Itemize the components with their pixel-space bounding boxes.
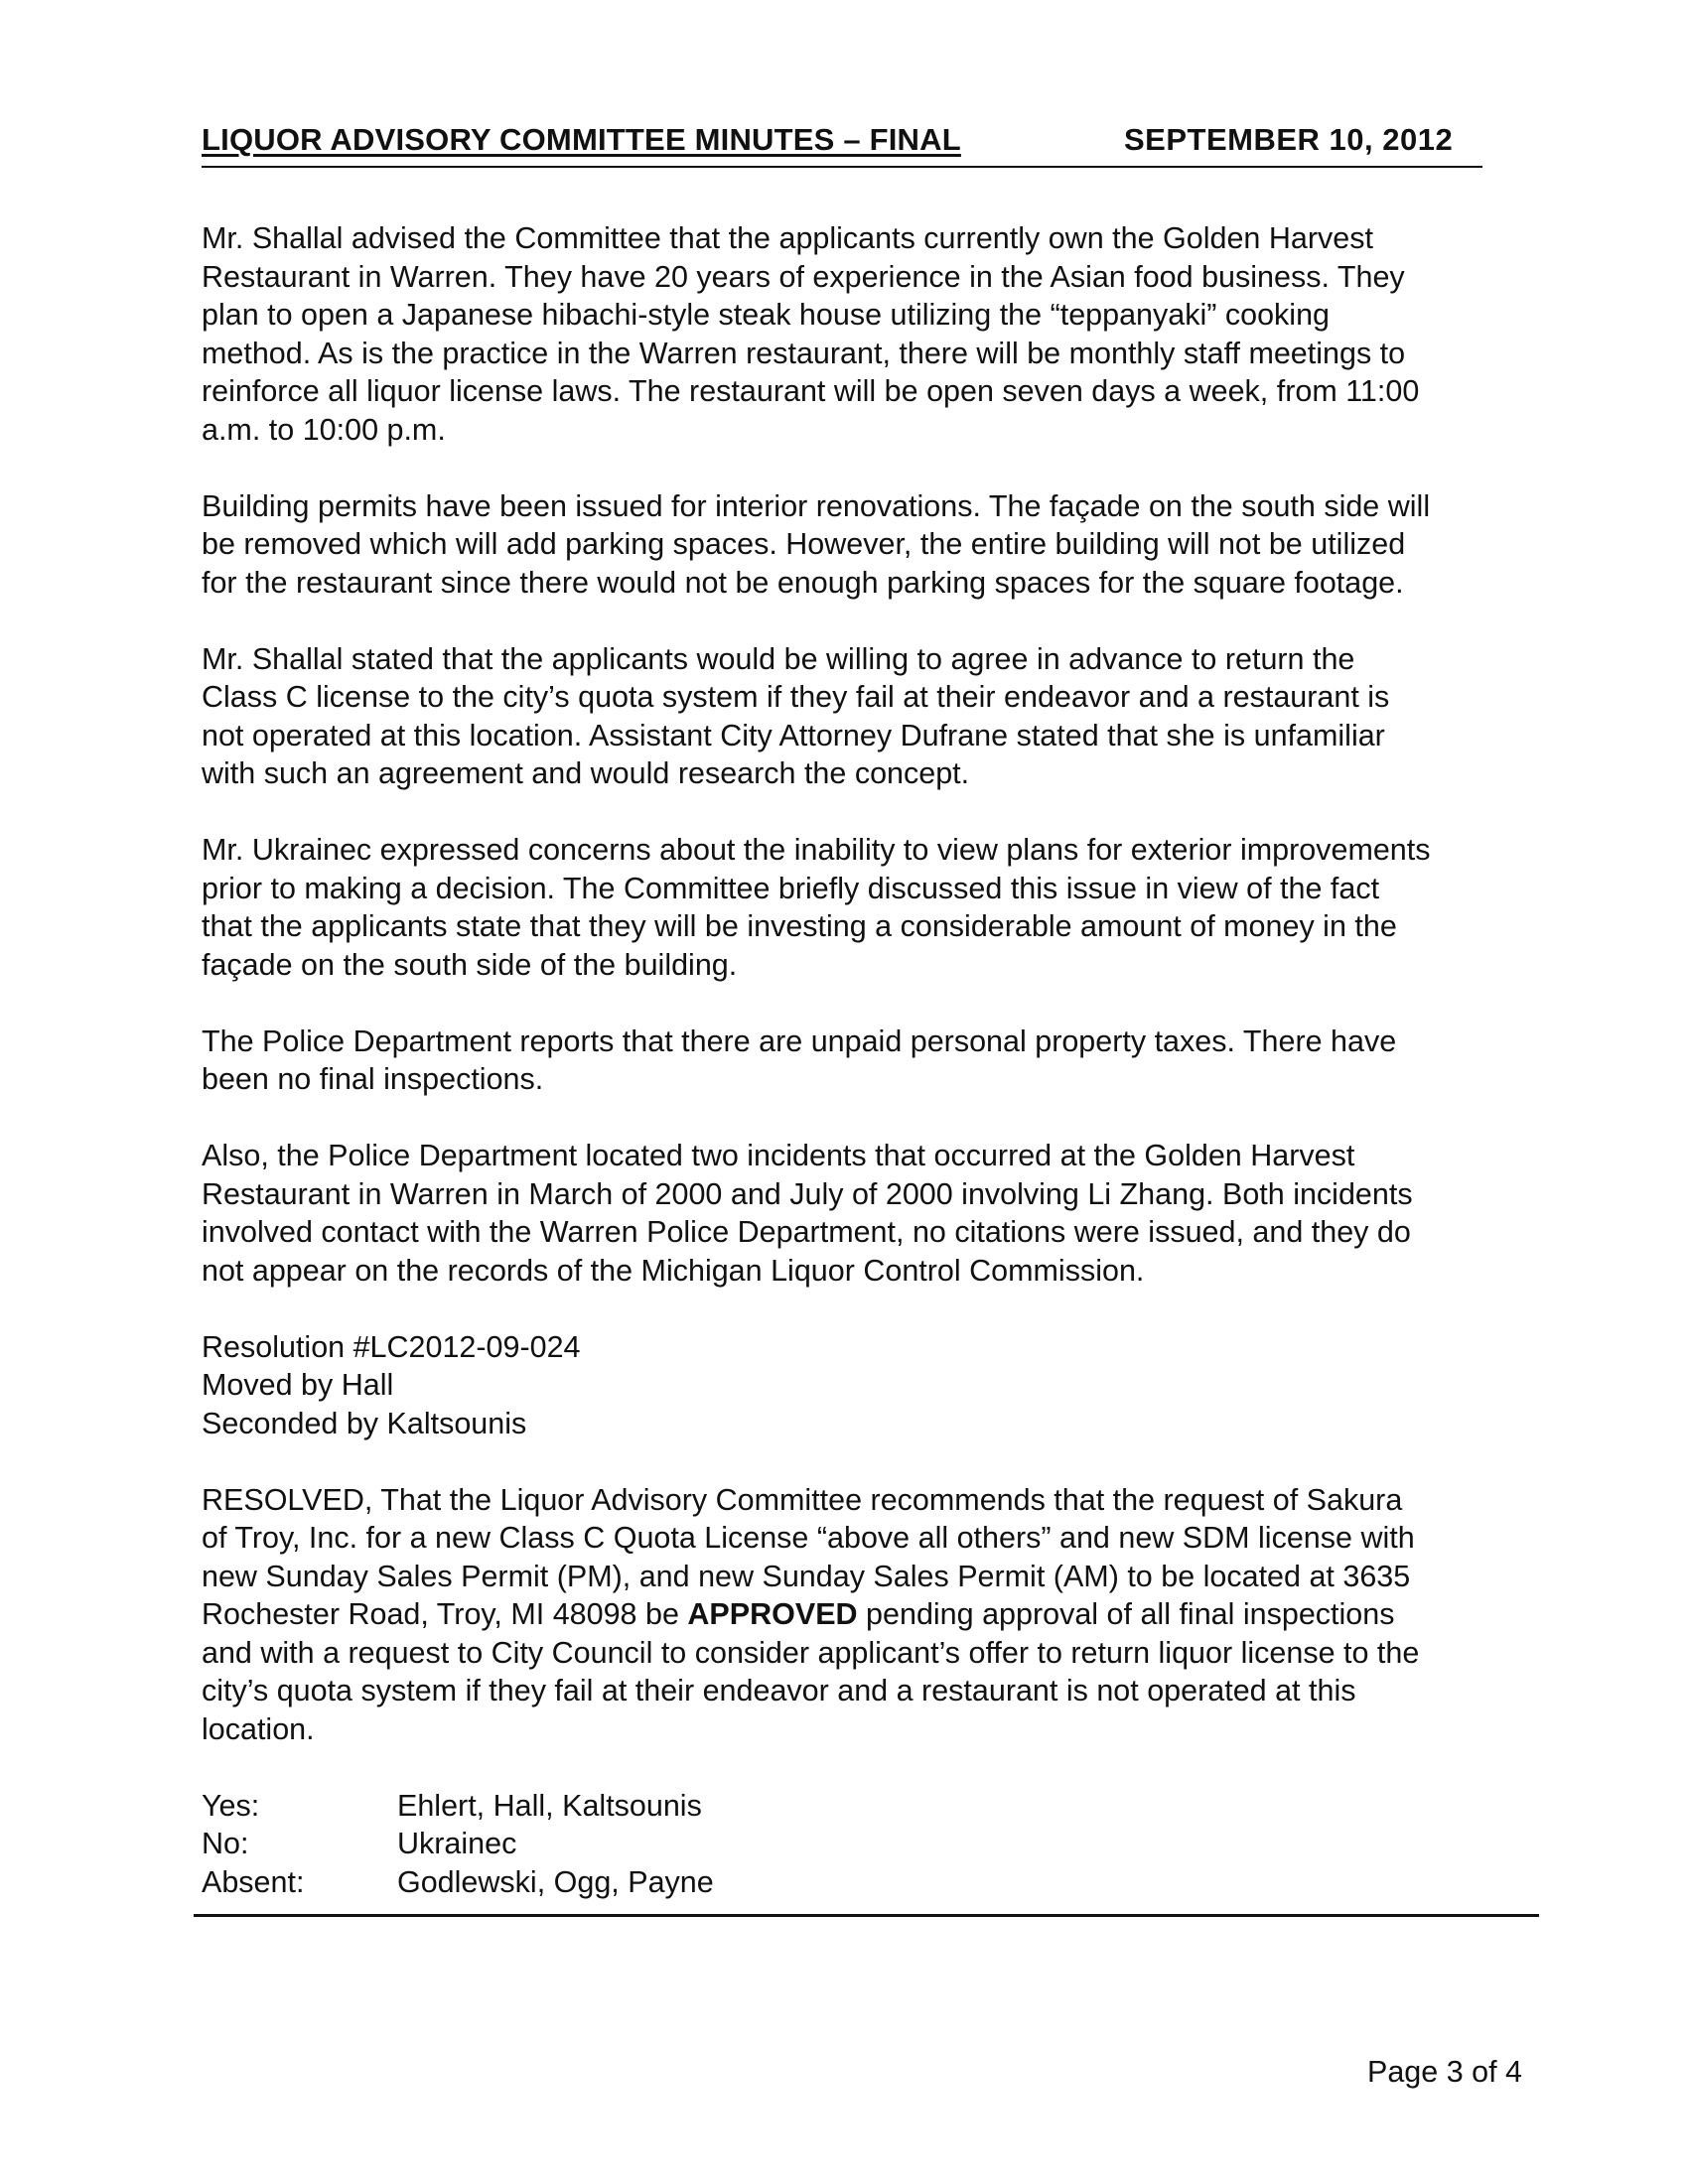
text-line: RESOLVED, That the Liquor Advisory Committee recommends that the request of Sakura <box>202 1482 1403 1517</box>
paragraph-building-permits <box>202 487 1532 603</box>
page-number: Page 3 of 4 <box>1367 2055 1523 2089</box>
text-line: city’s quota system if they fail at their endeavor and a restaurant is not operated at this <box>202 1674 1356 1707</box>
vote-row-absent <box>202 1863 1532 1902</box>
vote-names: Ehlert, Hall, Kaltsounis <box>397 1788 702 1823</box>
text-line: Mr. Ukrainec expressed concerns about the inability to view plans for exterior improvements <box>202 833 1431 867</box>
text-line: prior to making a decision. The Committee briefly discussed this issue in view of the fact <box>202 871 1380 905</box>
vote-label: No: <box>202 1827 249 1860</box>
vote-names: Ukrainec <box>397 1827 517 1860</box>
text-line: of Troy, Inc. for a new Class C Quota License “above all others” and new SDM license with <box>202 1521 1415 1555</box>
text-line: reinforce all liquor license laws. The restaurant will be open seven days a week, from 11:00 <box>202 374 1420 408</box>
vote-names: Godlewski, Ogg, Payne <box>397 1864 714 1899</box>
text-line: not appear on the records of the Michigan Liquor Control Commission. <box>202 1253 1145 1288</box>
document-title: LIQUOR ADVISORY COMMITTEE MINUTES – FINAL <box>202 122 961 157</box>
vote-row-no <box>202 1825 1532 1863</box>
text-line: Restaurant in Warren. They have 20 years of experience in the Asian food business. They <box>202 259 1405 294</box>
text-line: been no final inspections. <box>202 1062 544 1096</box>
section-divider <box>194 1914 1539 1917</box>
text-line: Class C license to the city’s quota system if they fail at their endeavor and a restaurant is <box>202 680 1390 714</box>
text-fragment: Rochester Road, Troy, MI 48098 be <box>202 1597 688 1631</box>
text-fragment: pending approval of all final inspections <box>857 1597 1395 1631</box>
meeting-date: SEPTEMBER 10, 2012 <box>1124 122 1454 157</box>
resolution-seconded-by: Seconded by Kaltsounis <box>202 1406 527 1440</box>
page-header <box>202 122 1482 168</box>
paragraph-police-incidents <box>202 1137 1532 1290</box>
text-line: plan to open a Japanese hibachi-style steak house utilizing the “teppanyaki” cooking <box>202 298 1331 332</box>
vote-row-yes <box>202 1787 1532 1826</box>
paragraph-police-report <box>202 1023 1532 1099</box>
paragraph-restaurant-plans <box>202 219 1532 449</box>
vote-label: Absent: <box>202 1864 305 1899</box>
minutes-body <box>202 219 1532 1901</box>
text-line: Restaurant in Warren in March of 2000 and July of 2000 involving Li Zhang. Both incidents <box>202 1176 1413 1211</box>
vote-label: Yes: <box>202 1788 260 1823</box>
text-line: The Police Department reports that there are unpaid personal property taxes. There have <box>202 1024 1397 1058</box>
vote-tally <box>202 1787 1532 1902</box>
text-line: new Sunday Sales Permit (PM), and new Sunday Sales Permit (AM) to be located at 3635 <box>202 1559 1411 1593</box>
text-line: Mr. Shallal advised the Committee that the applicants currently own the Golden Harvest <box>202 221 1373 255</box>
resolution-number: Resolution #LC2012-09-024 <box>202 1329 581 1364</box>
text-line: involved contact with the Warren Police Department, no citations were issued, and they do <box>202 1215 1411 1249</box>
text-line: a.m. to 10:00 p.m. <box>202 412 446 447</box>
resolution-moved-by: Moved by Hall <box>202 1368 394 1402</box>
text-line: location. <box>202 1711 315 1746</box>
text-line: and with a request to City Council to consider applicant’s offer to return liquor license to the <box>202 1635 1420 1670</box>
text-line: not operated at this location. Assistant City Attorney Dufrane stated that she is unfamiliar <box>202 718 1385 752</box>
text-line: Building permits have been issued for interior renovations. The façade on the south side will <box>202 488 1431 523</box>
text-line: façade on the south side of the building. <box>202 947 738 982</box>
text-line: for the restaurant since there would not be enough parking spaces for the square footage. <box>202 565 1404 600</box>
approved-status: APPROVED <box>687 1597 858 1631</box>
resolved-paragraph <box>202 1481 1532 1749</box>
text-line: Mr. Shallal stated that the applicants would be willing to agree in advance to return the <box>202 641 1355 676</box>
text-line: Also, the Police Department located two incidents that occurred at the Golden Harvest <box>202 1139 1355 1172</box>
text-line: with such an agreement and would research the concept. <box>202 756 970 790</box>
text-line: be removed which will add parking spaces. However, the entire building will not be utilized <box>202 527 1406 561</box>
paragraph-exterior-concerns <box>202 831 1532 984</box>
paragraph-license-return <box>202 640 1532 793</box>
text-line: that the applicants state that they will be investing a considerable amount of money in the <box>202 909 1397 943</box>
text-line <box>202 1595 1532 1634</box>
text-line: method. As is the practice in the Warren restaurant, there will be monthly staff meetings to <box>202 336 1406 370</box>
resolution-block <box>202 1328 1532 1443</box>
